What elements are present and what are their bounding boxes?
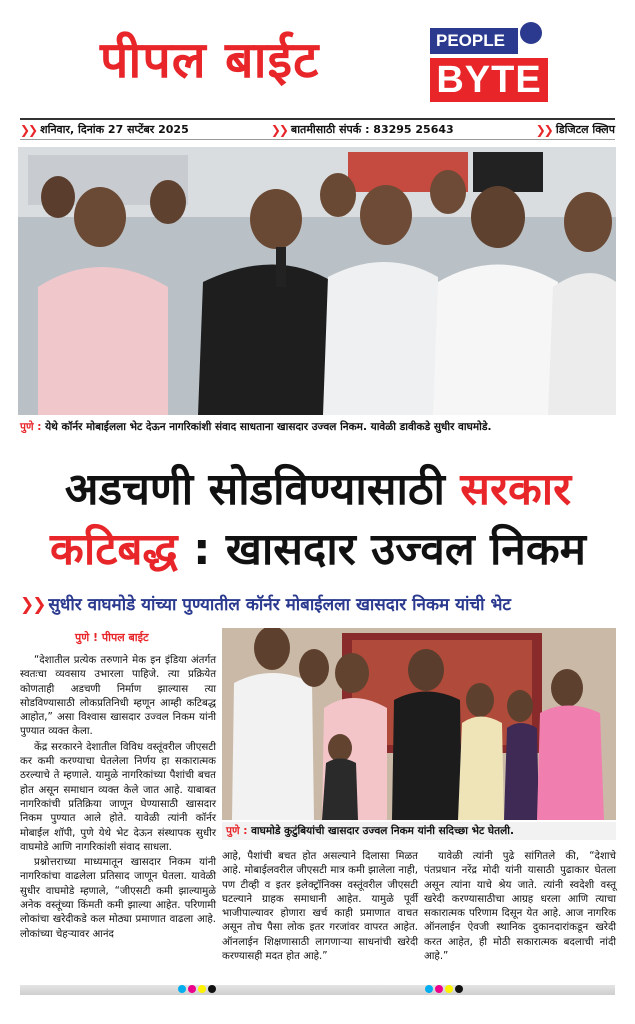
- headline-line-1-black: अडचणी सोडविण्यासाठी: [64, 464, 461, 515]
- footer-bar: [20, 985, 615, 995]
- headline: [20, 460, 616, 580]
- masthead: [0, 0, 635, 118]
- registration-marks-right: [425, 985, 463, 993]
- family-photo-illustration: [222, 628, 616, 820]
- caption-place: पुणे :: [226, 825, 248, 837]
- family-photo: [222, 628, 616, 820]
- headline-line-2: [20, 520, 616, 580]
- byline: [75, 630, 149, 645]
- main-photo-caption: [20, 420, 616, 434]
- paragraph: यावेळी त्यांनी पुढे सांगितले की, “देशाचे पंतप्रधान नरेंद्र मोदी यांनी यासाठी पुढाकार घेतला असून त्यांना याचे श्रेय जाते. त्यांनी स्वदेशी वस्तू खरेदी करण्यासाठीचा आग्रह धरला आणि त्याचा सकारात्मक परिणाम दिसून येत आहे. आज नागरिक ऑनलाईन ऐवजी स्थानिक दुकानदारांकडून खरेदी करत आहेत, ही मोठी सकारात्मक बदलाची नांदी आहे.”: [424, 851, 616, 963]
- caption-place: पुणे :: [20, 421, 42, 433]
- registration-dot: [445, 985, 453, 993]
- caption-text: वाघमोडे कुटुंबियांची खासदार उज्वल निकम यांनी सदिच्छा भेट घेतली.: [247, 825, 514, 837]
- headline-line-1-red: सरकार: [460, 464, 572, 515]
- registration-dot: [188, 985, 196, 993]
- logo-people-text: PEOPLE: [430, 28, 518, 54]
- double-chevron-icon: ❯❯: [535, 122, 552, 137]
- caption-text: येथे कॉर्नर मोबाईलला भेट देऊन नागरिकांशी संवाद साधताना खासदार उज्वल निकम. यावेळी डावीकडे सुधीर वाघमोडे.: [41, 421, 492, 433]
- article-column-1: [20, 654, 216, 943]
- registration-dot: [435, 985, 443, 993]
- registration-dot: [198, 985, 206, 993]
- registration-dot: [455, 985, 463, 993]
- paragraph: केंद्र सरकारने देशातील विविध वस्तूंवरील जीएसटी कर कमी करण्याचा घेतलेला निर्णय हा सकारात्मक ठरल्याचे ते म्हणाले. यामुळे नागरिकांच्या पैशांची बचत होत असून समाधान व्यक्त केले जात आहे. याबाबत नागरिकांची प्रतिक्रिया जाणून घेण्यासाठी खासदार निकम पुण्यात आले होते. यावेळी त्यांनी कॉर्नर मोबाईल शॉपी, पुणे येथे भेट देऊन संस्थापक सुधीर वाघमोडे आणि नागरिकांशी संवाद साधला.: [20, 741, 216, 853]
- double-chevron-icon: ❯❯: [270, 122, 287, 137]
- paragraph: “देशातील प्रत्येक तरुणाने मेक इन इंडिया अंतर्गत स्वतःचा व्यवसाय उभारला पाहिजे. त्या प्रक्रियेत कोणताही अडचणी निर्माण झाल्यास त्या सोडविण्यासाठी लोकप्रतिनिधी म्हणून आम्ही कटिबद्ध आहोत,” असा विश्वास खासदार उज्वल निकम यांनी पुण्यात व्यक्त केला.: [20, 655, 216, 738]
- contact-text: बातमीसाठी संपर्क : 83295 25643: [290, 123, 454, 136]
- newspaper-title: पीपल बाईट: [100, 31, 320, 89]
- family-photo-caption: [222, 822, 616, 840]
- logo-byte-text: BYTE: [430, 58, 548, 102]
- dateline-bar: [20, 118, 615, 140]
- subheadline-text: सुधीर वाघमोडे यांच्या पुण्यातील कॉर्नर मोबाईलला खासदार निकम यांची भेट: [48, 595, 511, 615]
- registration-dot: [208, 985, 216, 993]
- article-column-3: [424, 850, 616, 965]
- headline-line-1: [20, 460, 616, 520]
- double-chevron-icon: ❯❯: [20, 595, 49, 615]
- date-text: शनिवार, दिनांक 27 सप्टेंबर 2025: [40, 123, 189, 136]
- byline-place: पुणे !: [75, 631, 102, 644]
- dateline-date: [20, 122, 189, 137]
- clip-text: डिजिटल क्लिप: [555, 123, 615, 136]
- registration-marks-left: [178, 985, 216, 993]
- logo-person-icon: [520, 22, 542, 44]
- double-chevron-icon: ❯❯: [20, 122, 37, 137]
- dateline-clip: [536, 122, 615, 137]
- article-column-2: [222, 850, 418, 965]
- dateline-contact: [271, 122, 454, 137]
- paragraph: प्रश्नोत्तराच्या माध्यमातून खासदार निकम यांनी नागरिकांचा वाढलेला प्रतिसाद जाणून घेतला. यावेळी सुधीर वाघमोडे म्हणाले, “जीएसटी कमी झाल्यामुळे अनेक वस्तूंच्या किंमती कमी झाल्या आहेत. परिणामी लोकांचा खरेदीकडे कल मोठ्या प्रमाणात वाढला आहे. लोकांच्या चेहऱ्यावर आनंद: [20, 857, 216, 940]
- headline-line-2-red: कटिबद्ध: [50, 524, 178, 575]
- headline-line-2-black: : खासदार उज्वल निकम: [177, 524, 586, 575]
- main-photo-illustration: [18, 147, 616, 415]
- people-byte-logo: [430, 20, 548, 108]
- byline-source: पीपल बाईट: [101, 631, 149, 644]
- registration-dot: [425, 985, 433, 993]
- subheadline: [20, 592, 616, 615]
- main-photo: [18, 147, 616, 415]
- registration-dot: [178, 985, 186, 993]
- paragraph: आहे, पैशांची बचत होत असल्याने दिलासा मिळत आहे. मोबाईलवरील जीएसटी मात्र कमी झालेला नाही, पण टीव्ही व इतर इलेक्ट्रॉनिक्स वस्तूंवरील जीएसटी घटल्याने ग्राहक समाधानी आहेत. यामुळे पूर्वी भाजीपाल्यावर होणारा खर्च काही प्रमाणात वाचत असून तोच पैसा लोक इतर गरजांवर वापरत आहेत. ऑनलाईन शिक्षणासाठी लागणाऱ्या साधनांची खरेदी करण्यासही मदत होत आहे.”: [222, 851, 418, 963]
